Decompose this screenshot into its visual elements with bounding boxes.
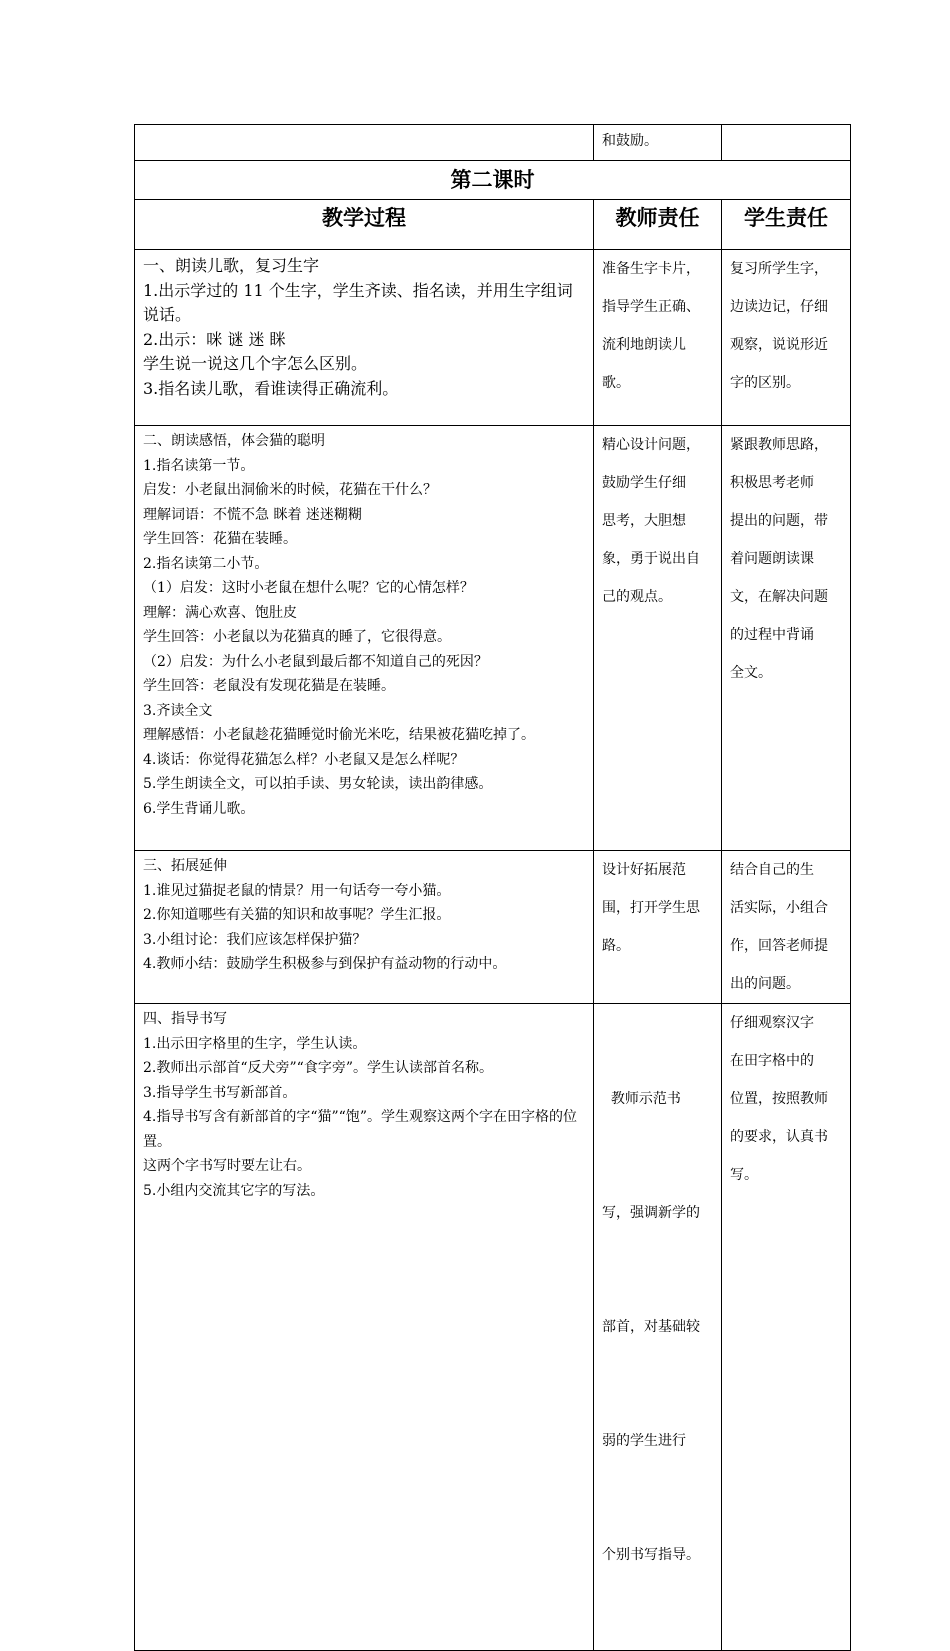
student-cell — [722, 250, 851, 426]
process-line: （2）启发：为什么小老鼠到最后都不知道自己的死因？ — [143, 653, 488, 670]
process-line: 3.齐读全文 — [143, 702, 213, 719]
process-line: 3.指名读儿歌，看谁读得正确流利。 — [143, 378, 399, 398]
student-line: 结合自己的生 — [730, 862, 814, 878]
header-student: 学生责任 — [744, 206, 828, 230]
process-line: 四、指导书写 — [143, 1011, 227, 1027]
process-line: 学生回答：花猫在装睡。 — [143, 531, 297, 547]
process-line: 学生回答：小老鼠以为花猫真的睡了，它很得意。 — [143, 629, 451, 645]
process-line: 启发：小老鼠出洞偷米的时候，花猫在干什么？ — [143, 482, 437, 498]
teacher-line: 准备生字卡片， — [602, 261, 700, 277]
process-line: 4.教师小结：鼓励学生积极参与到保护有益动物的行动中。 — [143, 956, 507, 972]
process-line: 1.指名读第一节。 — [143, 457, 255, 474]
student-line: 全文。 — [730, 665, 772, 681]
header-teacher: 教师责任 — [615, 206, 700, 230]
process-line: 2.你知道哪些有关猫的知识和故事呢？学生汇报。 — [143, 907, 451, 923]
process-cell — [135, 250, 594, 426]
process-line: 4.指导书写含有新部首的字“猫”“饱”。学生观察这两个字在田字格的位置。 — [143, 1109, 577, 1150]
process-line: 1.谁见过猫捉老鼠的情景？用一句话夸一夸小猫。 — [143, 882, 451, 899]
teacher-line: 围，打开学生思 — [602, 900, 700, 916]
table-row — [135, 426, 851, 851]
process-line: 2.教师出示部首“反犬旁”“食字旁”。学生认读部首名称。 — [143, 1060, 493, 1076]
student-line: 文，在解决问题 — [730, 589, 828, 605]
process-cell — [135, 851, 594, 1004]
header-student-cell — [722, 200, 851, 250]
student-line: 写。 — [730, 1167, 758, 1183]
process-line: 三、拓展延伸 — [143, 858, 227, 874]
process-line: 1.出示田字格里的生字，学生认读。 — [143, 1035, 367, 1052]
student-line: 紧跟教师思路， — [730, 437, 828, 453]
process-line: 1.出示学过的 11 个生字，学生齐读、指名读，并用生字组词说话。 — [143, 280, 573, 324]
header-process-cell — [135, 200, 594, 250]
student-line: 位置，按照教师 — [730, 1091, 828, 1107]
student-line: 出的问题。 — [730, 976, 800, 992]
student-line: 在田字格中的 — [730, 1053, 814, 1069]
teacher-line: 设计好拓展范 — [602, 862, 686, 878]
table-row — [135, 1004, 851, 1651]
process-line: （1）启发：这时小老鼠在想什么呢？它的心情怎样？ — [143, 580, 474, 596]
process-line: 2.出示：咪 谜 迷 眯 — [143, 329, 286, 349]
student-line: 活实际，小组合 — [730, 900, 828, 916]
continuation-student-cell — [722, 125, 851, 161]
teacher-line: 写，强调新学的 — [602, 1205, 700, 1221]
process-line: 5.学生朗读全文，可以拍手读、男女轮读，读出韵律感。 — [143, 776, 493, 792]
teacher-line: 流利地朗读儿 — [602, 337, 686, 353]
student-line: 积极思考老师 — [730, 475, 814, 491]
student-line: 作，回答老师提 — [730, 938, 828, 954]
student-line: 复习所学生字， — [730, 261, 828, 277]
process-line: 3.指导学生书写新部首。 — [143, 1084, 297, 1101]
process-cell — [135, 1004, 594, 1651]
process-line: 4.谈话：你觉得花猫怎么样？小老鼠又是怎么样呢？ — [143, 751, 465, 768]
student-line: 的过程中背诵 — [730, 627, 814, 643]
teacher-line: 思考，大胆想 — [602, 513, 686, 529]
process-line: 这两个字书写时要左让右。 — [143, 1158, 311, 1174]
student-cell — [722, 851, 851, 1004]
teacher-cell — [594, 851, 722, 1004]
table-row — [135, 851, 851, 1004]
table-row — [135, 250, 851, 426]
header-row — [135, 200, 851, 250]
process-line: 理解：满心欢喜、饱肚皮 — [143, 604, 297, 621]
process-line: 学生回答：老鼠没有发现花猫是在装睡。 — [143, 678, 395, 694]
process-line: 理解感悟：小老鼠趁花猫睡觉时偷光米吃，结果被花猫吃掉了。 — [143, 727, 535, 743]
teacher-line: 精心设计问题， — [602, 437, 700, 453]
section-title: 第二课时 — [450, 168, 535, 192]
teacher-line: 歌。 — [602, 375, 630, 391]
teacher-cell — [594, 1004, 722, 1651]
process-line: 2.指名读第二小节。 — [143, 555, 269, 572]
teacher-line: 鼓励学生仔细 — [602, 475, 686, 491]
continuation-teacher-cell — [594, 125, 722, 161]
teacher-line: 指导学生正确、 — [602, 299, 700, 315]
student-line: 边读边记，仔细 — [730, 299, 828, 315]
student-line: 观察，说说形近 — [730, 337, 828, 353]
teacher-line: 教师示范书 — [602, 1091, 681, 1107]
process-cell — [135, 426, 594, 851]
process-line: 学生说一说这几个字怎么区别。 — [143, 354, 368, 373]
lesson-table — [134, 124, 851, 1651]
process-line: 二、朗读感悟，体会猫的聪明 — [143, 433, 325, 449]
process-line: 3.小组讨论：我们应该怎样保护猫？ — [143, 931, 367, 948]
process-line: 一、朗读儿歌，复习生字 — [143, 256, 320, 275]
teacher-cell — [594, 250, 722, 426]
student-line: 着问题朗读课 — [730, 551, 814, 567]
continuation-teacher-text: 和鼓励。 — [602, 133, 658, 149]
section-title-row — [135, 161, 851, 200]
process-line: 理解词语：不慌不急 眯着 迷迷糊糊 — [143, 506, 362, 523]
section-title-cell — [135, 161, 851, 200]
teacher-line: 个别书写指导。 — [602, 1547, 700, 1563]
process-line: 6.学生背诵儿歌。 — [143, 800, 255, 817]
continuation-row — [135, 125, 851, 161]
teacher-line: 象，勇于说出自 — [602, 551, 700, 567]
student-line: 提出的问题，带 — [730, 513, 828, 529]
process-line: 5.小组内交流其它字的写法。 — [143, 1182, 325, 1199]
student-line: 字的区别。 — [730, 375, 800, 391]
teacher-cell — [594, 426, 722, 851]
student-cell — [722, 1004, 851, 1651]
student-line: 的要求，认真书 — [730, 1129, 828, 1145]
teacher-line: 弱的学生进行 — [602, 1433, 686, 1449]
teacher-line: 己的观点。 — [602, 589, 672, 605]
header-teacher-cell — [594, 200, 722, 250]
header-process: 教学过程 — [322, 206, 406, 230]
teacher-line: 路。 — [602, 938, 630, 954]
student-line: 仔细观察汉字 — [730, 1015, 814, 1031]
student-cell — [722, 426, 851, 851]
continuation-process-cell — [135, 125, 594, 161]
teacher-line: 部首，对基础较 — [602, 1319, 700, 1335]
